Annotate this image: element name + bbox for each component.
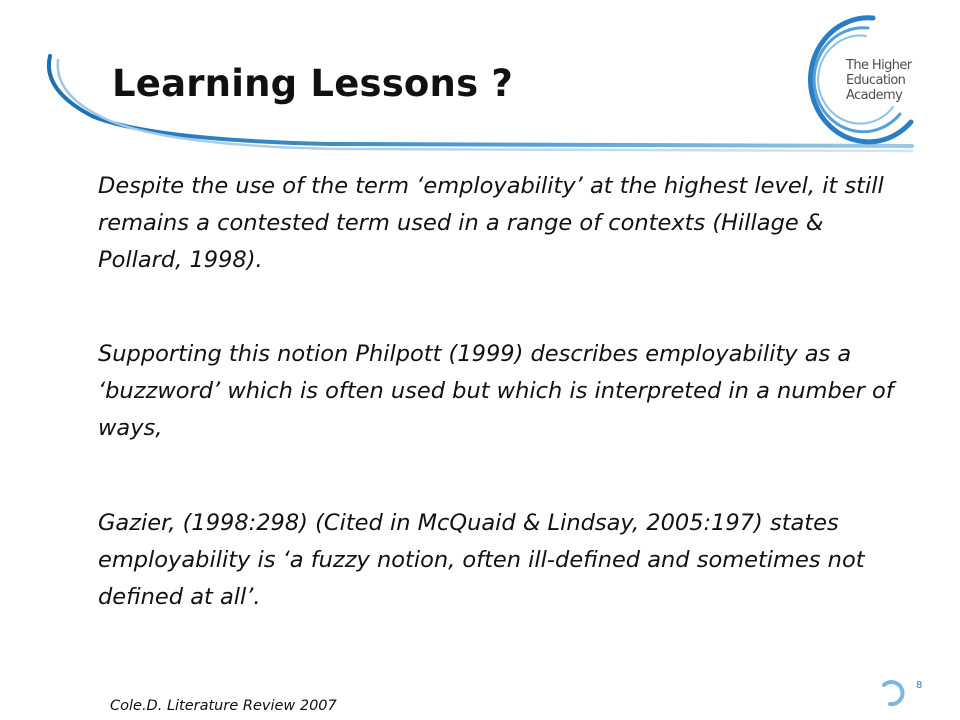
logo-line: Education	[846, 73, 906, 88]
logo-line: The Higher	[846, 58, 912, 73]
logo-line: Academy	[846, 88, 903, 103]
body-paragraph: Despite the use of the term ‘employability’ at the highest level, it still remains a contested term used in a range of contexts (Hillage & Pollard, 1998).	[98, 173, 884, 273]
body-paragraph: Gazier, (1998:298) (Cited in McQuaid & Lindsay, 2005:197) states employability is ‘a fuzzy notion, often ill-defined and sometimes not defined at all’.	[98, 510, 865, 610]
slide-title: Learning Lessons ?	[112, 62, 514, 105]
page-number: 8	[916, 680, 923, 691]
footer-citation: Cole.D. Literature Review 2007	[110, 698, 337, 714]
body-paragraph: Supporting this notion Philpott (1999) describes employability as a ‘buzzword’ which is often used but which is interpreted in a number of ways,	[98, 341, 894, 441]
